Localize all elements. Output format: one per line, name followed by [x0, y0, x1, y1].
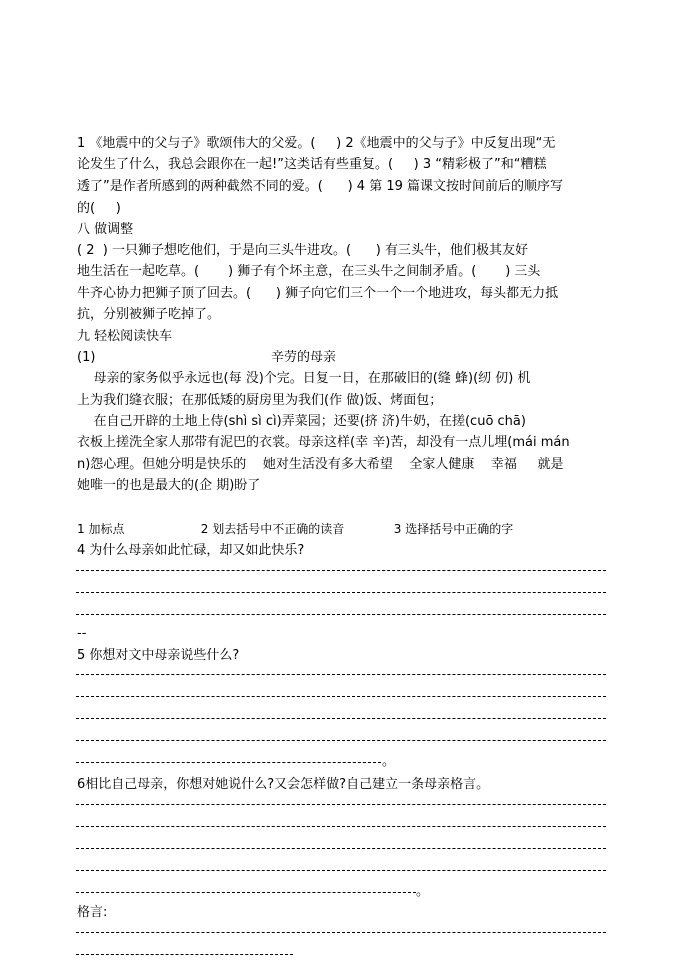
question-6: 6相比自己母亲，你想对她说什么?又会怎样做?自己建立一条母亲格言。	[77, 777, 490, 792]
answer-line[interactable]	[76, 762, 381, 763]
answer-line[interactable]	[76, 570, 606, 571]
answer-line[interactable]	[76, 718, 606, 719]
s8-line-1: ( 2 ) 一只狮子想吃他们，于是向三头牛进攻。( ) 有三头牛，他们极其友好	[77, 243, 529, 258]
passage-p2-line-2: 衣板上搓洗全家人那带有泥巴的衣裳。母亲这样(幸 辛)苦，却没有一点儿埋(mái mán	[77, 435, 570, 450]
answer-line[interactable]	[76, 954, 293, 955]
task-list: 1 加标点 2 划去括号中不正确的读音 3 选择括号中正确的字	[77, 522, 514, 536]
answer-line[interactable]	[76, 740, 606, 741]
answer-line[interactable]	[76, 870, 606, 871]
s7-line-4: 的( )	[77, 201, 121, 216]
answer-line[interactable]	[76, 696, 606, 697]
s8-line-4: 抗，分别被狮子吃掉了。	[77, 307, 221, 322]
passage-title: 辛劳的母亲	[271, 350, 337, 365]
s8-heading: 八 做调整	[77, 222, 134, 237]
passage-p2-line-4: 她唯一的也是最大的(企 期)盼了	[77, 478, 261, 493]
s7-line-3: 透了”是作者所感到的两种截然不同的爱。( ) 4 第 19 篇课文按时间前后的顺序写	[77, 179, 564, 194]
passage-p2-line-3: n)怨心理。但她分明是快乐的 她对生活没有多大希望 全家人健康 幸福 就是	[77, 457, 564, 472]
answer-line[interactable]	[76, 848, 606, 849]
answer-line[interactable]	[76, 804, 606, 805]
question-5: 5 你想对文中母亲说些什么?	[77, 648, 240, 663]
s7-line-1: 1 《地震中的父与子》歌颂伟大的父爱。( ) 2《地震中的父与子》中反复出现“无	[77, 136, 556, 151]
passage-p1-line-1: 母亲的家务似乎永远也(每 没)个完。日复一日，在那破旧的(缝 蜂)(纫 仞) 机	[77, 371, 531, 386]
s9-heading: 九 轻松阅读快车	[77, 329, 173, 344]
answer-line-tail: --	[77, 626, 87, 641]
answer-line[interactable]	[76, 932, 606, 933]
answer-line[interactable]	[76, 674, 606, 675]
s8-line-2: 地生活在一起吃草。( ) 狮子有个坏主意，在三头牛之间制矛盾。( ) 三头	[77, 264, 541, 279]
passage-p2-line-1: 在自己开辟的土地上侍(shì sì cì)弄菜园；还要(挤 济)牛奶，在搓(cuō chā)	[77, 414, 526, 429]
motto-label: 格言:	[77, 905, 108, 920]
s7-line-2: 论发生了什么，我总会跟你在一起!”这类话有些重复。( ) 3 “精彩极了”和“糟糕	[77, 157, 547, 172]
answer-line[interactable]	[76, 892, 416, 893]
answer-line[interactable]	[76, 826, 606, 827]
answer-line[interactable]	[76, 614, 606, 615]
answer-line[interactable]	[76, 592, 606, 593]
sentence-end-mark: 。	[382, 754, 396, 769]
s9-item-number: (1)	[77, 350, 96, 365]
question-4: 4 为什么母亲如此忙碌，却又如此快乐?	[77, 543, 305, 558]
s8-line-3: 牛齐心协力把狮子顶了回去。( ) 狮子向它们三个一个一个地进攻，每头都无力抵	[77, 286, 559, 301]
passage-p1-line-2: 上为我们缝衣服；在那低矮的厨房里为我们(作 做)饭、烤面包；	[77, 393, 443, 408]
sentence-end-mark: 。	[416, 884, 430, 899]
